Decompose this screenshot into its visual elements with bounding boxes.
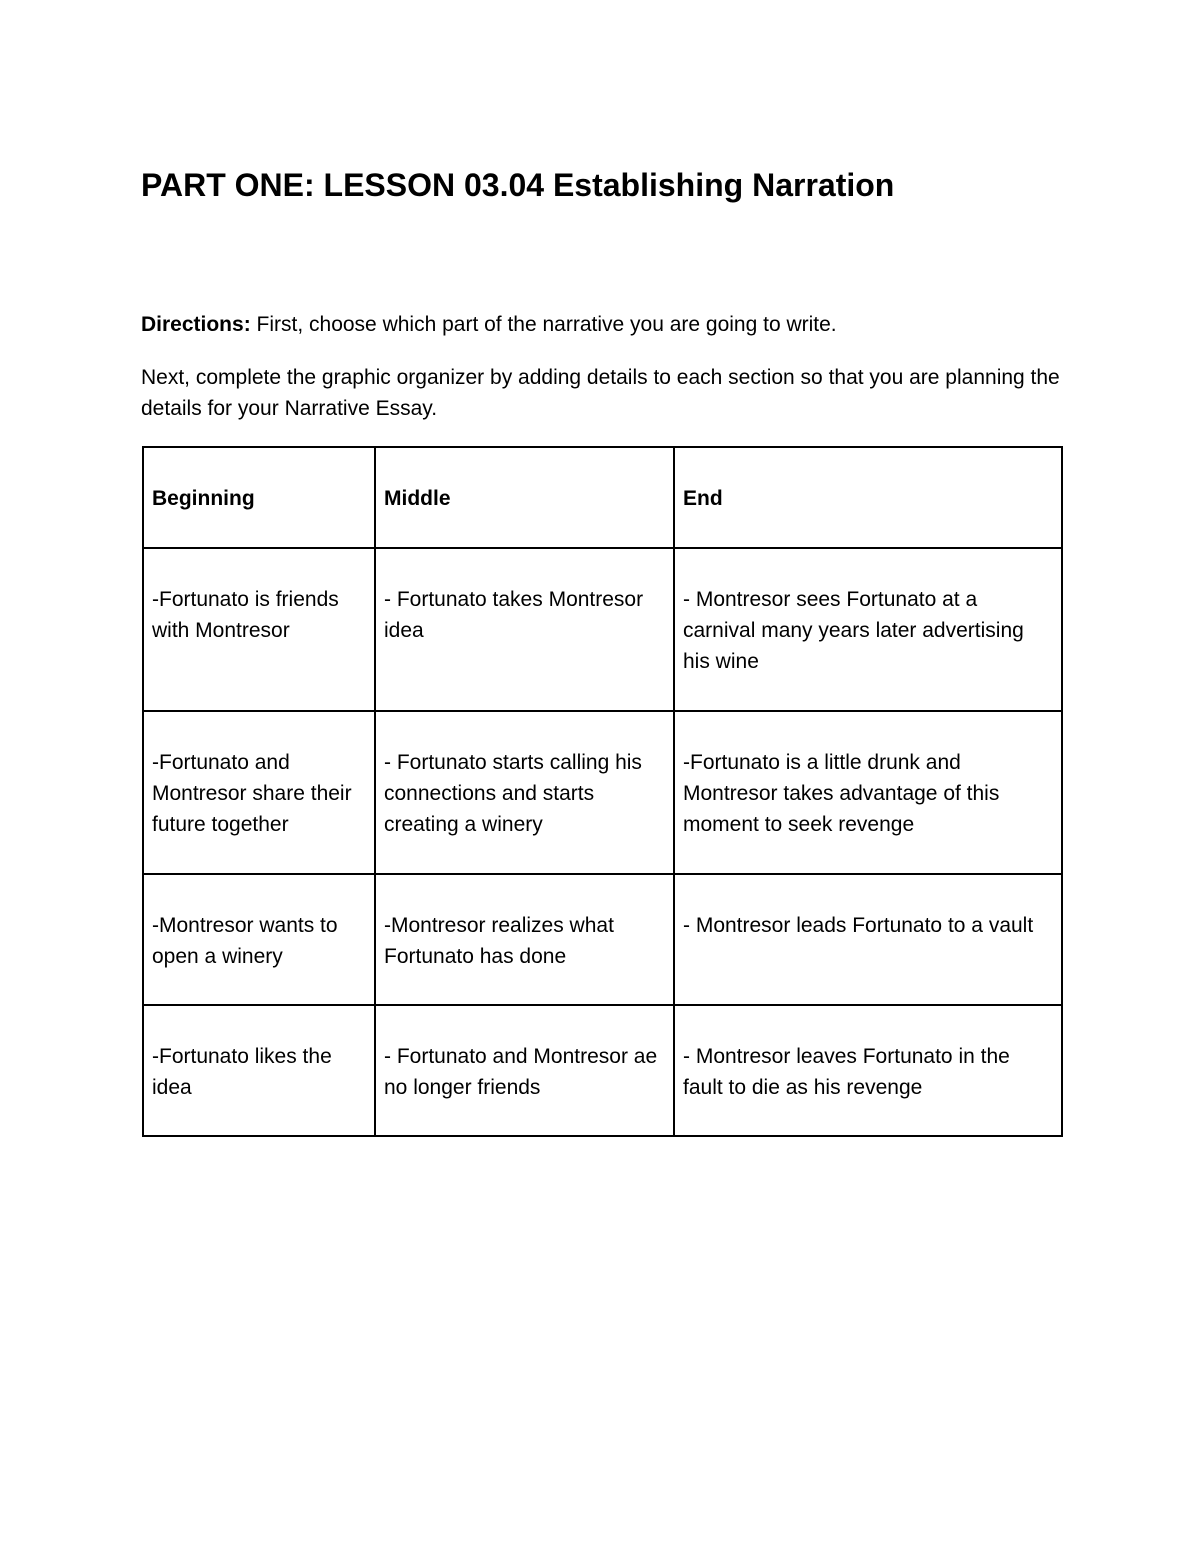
table-cell-middle: - Fortunato and Montresor ae no longer friends — [375, 1005, 674, 1136]
page-title: PART ONE: LESSON 03.04 Establishing Narration — [141, 167, 895, 203]
header-middle: Middle — [375, 447, 674, 548]
table-row — [143, 874, 1062, 1005]
table-cell-end: - Montresor sees Fortunato at a carnival many years later advertising his wine — [674, 548, 1062, 711]
table-cell-beginning: -Fortunato is friends with Montresor — [143, 548, 375, 711]
table-cell-beginning: -Montresor wants to open a winery — [143, 874, 375, 1005]
instructions-paragraph: Next, complete the graphic organizer by adding details to each section so that you are planning the details for your Narrative Essay. — [141, 366, 1060, 420]
table-cell-end: -Fortunato is a little drunk and Montresor takes advantage of this moment to seek revenge — [674, 711, 1062, 874]
table-cell-end: - Montresor leaves Fortunato in the fault to die as his revenge — [674, 1005, 1062, 1136]
graphic-organizer-table — [142, 446, 1063, 1137]
table-row — [143, 711, 1062, 874]
table-cell-beginning: -Fortunato likes the idea — [143, 1005, 375, 1136]
table-cell-beginning: -Fortunato and Montresor share their future together — [143, 711, 375, 874]
table-cell-middle: -Montresor realizes what Fortunato has done — [375, 874, 674, 1005]
table-cell-middle: - Fortunato takes Montresor idea — [375, 548, 674, 711]
table-header-row — [143, 447, 1062, 548]
header-beginning: Beginning — [143, 447, 375, 548]
table-cell-middle: - Fortunato starts calling his connections and starts creating a winery — [375, 711, 674, 874]
directions-body: First, choose which part of the narrative you are going to write. — [250, 313, 837, 336]
table-row — [143, 548, 1062, 711]
table-row — [143, 1005, 1062, 1136]
header-end: End — [674, 447, 1062, 548]
directions-text — [141, 309, 837, 340]
directions-label: Directions: — [141, 313, 251, 336]
table-cell-end: - Montresor leads Fortunato to a vault — [674, 874, 1062, 1005]
